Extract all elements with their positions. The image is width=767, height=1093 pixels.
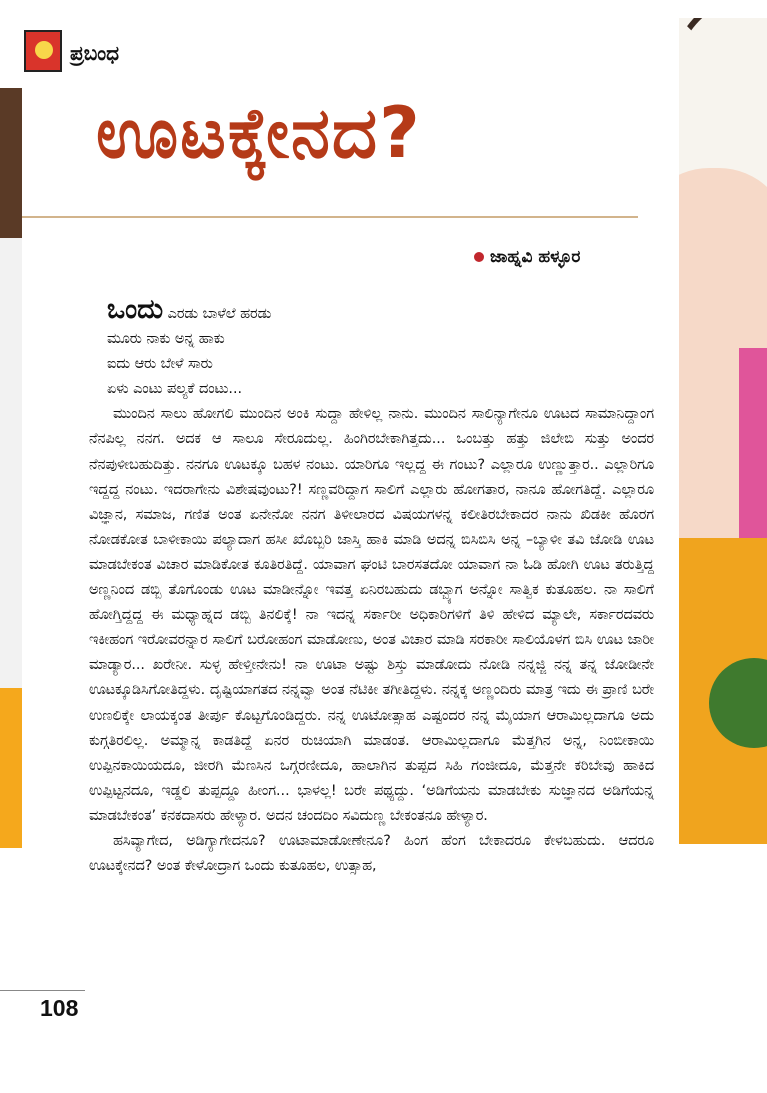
author-name: ಜಾಹ್ನವಿ ಹಳ್ಳೂರ bbox=[490, 247, 581, 267]
left-decorative-artwork bbox=[0, 88, 22, 848]
verse-line: ಏಳು ಎಂಟು ಪಲ್ಯಕೆ ದಂಟು... bbox=[107, 381, 243, 398]
bullet-icon bbox=[474, 252, 484, 262]
opening-verse bbox=[89, 294, 654, 402]
smiley-face-icon bbox=[24, 30, 62, 72]
verse-line: ಐದು ಆರು ಬೇಳೆ ಸಾರು bbox=[107, 356, 213, 373]
verse-line-text: ಎರಡು ಬಾಳೆಲೆ ಹರಡು bbox=[163, 306, 272, 322]
article-body bbox=[89, 294, 654, 879]
page-number-rule bbox=[0, 990, 85, 991]
paragraph: ಹಸಿವ್ಯಾಗೇದ, ಅಡಿಗ್ಯಾಗೇದನೂ? ಊಟಾಮಾಡೋಣೇನೂ? ಹಿಂಗ ಹೆಂಗ ಬೇಕಾದರೂ ಕೇಳಬಹುದು. ಆದರೂ ಊಟಕ್ಕೇನದ? ಅಂತ ಕೇಳೋದ್ರಾಗ ಒಂದು ಕುತೂಹಲ, ಉತ್ಸಾಹ, bbox=[89, 832, 654, 875]
verse-line: ಮೂರು ನಾಕು ಅನ್ನ ಹಾಕು bbox=[107, 331, 225, 348]
paragraph: ಮುಂದಿನ ಸಾಲು ಹೋಗಲಿ ಮುಂದಿನ ಅಂಕಿ ಸುದ್ದಾ ಹೇಳಿಲ್ಲ ನಾನು. ಮುಂದಿನ ಸಾಲಿನ್ಯಾಗೇನೂ ಊಟದ ಸಾಮಾನಿದ್ದಾಂಗ ನೆನಪಿಲ್ಲ ನನಗ. ಅದಕ ಆ ಸಾಲೂ ಸೇರೂದುಲ್ಲ. ಹಿಂಗಿರಬೇಕಾಗಿತ್ತದು... ಒಂಬತ್ತು ಹತ್ತು ಜಿಲೇಬಿ ಸುತ್ತು ಅಂದರ ನೆನಪುಳೀಬಹುದಿತ್ತು. ನನಗೂ ಊಟಕ್ಕೂ ಬಹಳ ನಂಟು. ಯಾರಿಗೂ ಇಲ್ಲದ್ದ ಈ ಗಂಟು? ಎಲ್ಲಾರೂ ಉಣ್ಣುತ್ತಾರ.. ಎಲ್ಲಾರಿಗೂ ಇದ್ದದ್ದ ನಂಟು. ಇದರಾಗೇನು ವಿಶೇಷವುಂಟು?! ಸಣ್ಣವರಿದ್ದಾಗ ಸಾಲಿಗೆ ಎಲ್ಲಾರು ಹೋಗತಾರ, ನಾನೂ ಹೋಗತಿದ್ದೆ. ಎಲ್ಲಾರೂ ವಿಜ್ಞಾನ, ಸಮಾಜ, ಗಣಿತ ಅಂತ ಏನೇನೋ ನನಗ ತಿಳೀಲಾರದ ವಿಷಯಗಳನ್ನ ಕಲೀತಿರಬೇಕಾದರ ನಾನು ಖಿಡಕೀ ಹೊರಗ ನೋಡಕೋತ ಬಾಳೀಕಾಯಿ ಪಲ್ಯಾದಾಗ ಹಸೀ ಖೊಬ್ಬರಿ ಜಾಸ್ತಿ ಹಾಕಿ ಮಾಡಿ ಅದನ್ನ ಬಿಸಿಬಿಸಿ ಅನ್ನ –ಬ್ಯಾಳೀ ತವಿ ಜೋಡಿ ಊಟ ಮಾಡಬೇಕಂತ ವಿಚಾರ ಮಾಡಿಕೋತ ಕೂತಿರತಿದ್ದೆ. ಯಾವಾಗ ಘಂಟಿ ಬಾರಸತದೋ ಯಾವಾಗ ನಾ ಓಡಿ ಹೋಗಿ ಊಟ ತರುತ್ತಿದ್ದ ಅಣ್ಣನಿಂದ ಡಬ್ಬಿ ತೊಗೊಂಡು ಊಟ ಮಾಡೀನ್ನೋ ಇವತ್ತ ಏನಿರಬಹುದು ಡಬ್ಬ್ಯಾಗ ಅನ್ನೋ ಸಾತ್ವಿಕ ಕುತೂಹಲ. ನಾ ಸಾಲಿಗೆ ಹೋಗ್ತಿದ್ದದ್ದ ಈ ಮಧ್ಯಾಹ್ನದ ಡಬ್ಬಿ ತಿನಲಿಕ್ಕೆ! ನಾ ಇದನ್ನ ಸರ್ಕಾರೀ ಅಧಿಕಾರಿಗಳಿಗೆ ತಿಳಿ ಹೇಳಿದ ಮ್ಯಾಲೇ, ಸರ್ಕಾರದವರು ಇಕೀಹಂಗ ಇರೋವರನ್ನಾರ ಸಾಲಿಗೆ ಬರೋಹಂಗ ಮಾಡೋಣು, ಅಂತ ವಿಚಾರ ಮಾಡಿ ಸರಕಾರೀ ಸಾಲಿಯೊಳಗ ಬಿಸಿ ಊಟ ಜಾರೀ ಮಾಡ್ಯಾರ... ಖರೇನೀ. ಸುಳ್ಳ ಹೇಳ್ತೀನೇನು! ನಾ ಊಟಾ ಅಷ್ಟು ಶಿಸ್ತು ಮಾಡೋದು ನೋಡಿ ನನ್ನಜ್ಜಿ ನನ್ನ ತನ್ನ ಜೋಡೀನೇ ಊಟಕ್ಕೂಡಿಸಿಗೋತಿದ್ದಳು. ದೃಷ್ಟಿಯಾಗತದ ನನ್ನವ್ವಾ ಅಂತ ನೆಟಿಕೀ ತಗೀತಿದ್ದಳು. ನನ್ನಕ್ಕ ಅಣ್ಣಂದಿರು ಮಾತ್ರ ಇದು ಈ ಪ್ರಾಣಿ ಬರೇ ಉಣಲಿಕ್ಕೇ ಲಾಯಕ್ಕಂತ ತೀರ್ಪು ಕೊಟ್ಟಗೊಂಡಿದ್ದರು. ನನ್ನ ಊಟೋತ್ಸಾಹ ಎಷ್ಟಂದರ ನನ್ನ ಮೈಯಾಗ ಆರಾಮಿಲ್ಲದಾಗೂ ಅದು ಕುಗ್ಗತಿರಲಿಲ್ಲ. ಅಮ್ಮಾನ್ನ ಕಾಡತಿದ್ದೆ ಏನರ ರುಚಿಯಾಗಿ ಮಾಡಂತ. ಆರಾಮಿಲ್ಲದಾಗೂ ಮೆತ್ತಗಿನ ಅನ್ನ, ನಿಂಬೀಕಾಯಿ ಉಪ್ಪಿನಕಾಯಿಯದೂ, ಜೀರಗಿ ಮೆಣಸಿನ ಒಗ್ಗರಣೀದೂ, ಹಾಲಾಗಿನ ತುಪ್ಪದ ಸಿಹಿ ಗಂಜೀದೂ, ಮೆತ್ತನೇ ಕರಿಬೇವು ಹಾಕಿದ ಉಪ್ಪಿಟ್ಟನದೂ, ಇಡ್ಡಲಿ ತುಪ್ಪದ್ದೂ ಹೀಂಗ... ಭಾಳಲ್ಲ! ಬರೇ ಪಥ್ಯದ್ದು. ‘ಅಡಿಗೆಯನು ಮಾಡಬೇಕು ಸುಜ್ಞಾನದ ಅಡಿಗೆಯನ್ನ ಮಾಡಬೇಕಂತ’ ಕನಕದಾಸರು ಹೇಳ್ಯಾರ. ಅದನ ಚಂದದಿಂ ಸವಿದುಣ್ಣ ಬೇಕಂತನೂ ಹೇಳ್ಯಾರ. bbox=[89, 406, 654, 824]
right-illustration bbox=[679, 18, 767, 844]
dropcap-word: ಒಂದು bbox=[107, 294, 164, 325]
article-title: ಊಟಕ್ಕೇನದ? bbox=[96, 92, 422, 174]
author-byline bbox=[474, 247, 580, 267]
page-number: 108 bbox=[40, 995, 79, 1021]
verse-line bbox=[107, 294, 654, 327]
title-divider bbox=[22, 216, 638, 218]
section-label: ಪ್ರಬಂಧ bbox=[70, 41, 120, 65]
